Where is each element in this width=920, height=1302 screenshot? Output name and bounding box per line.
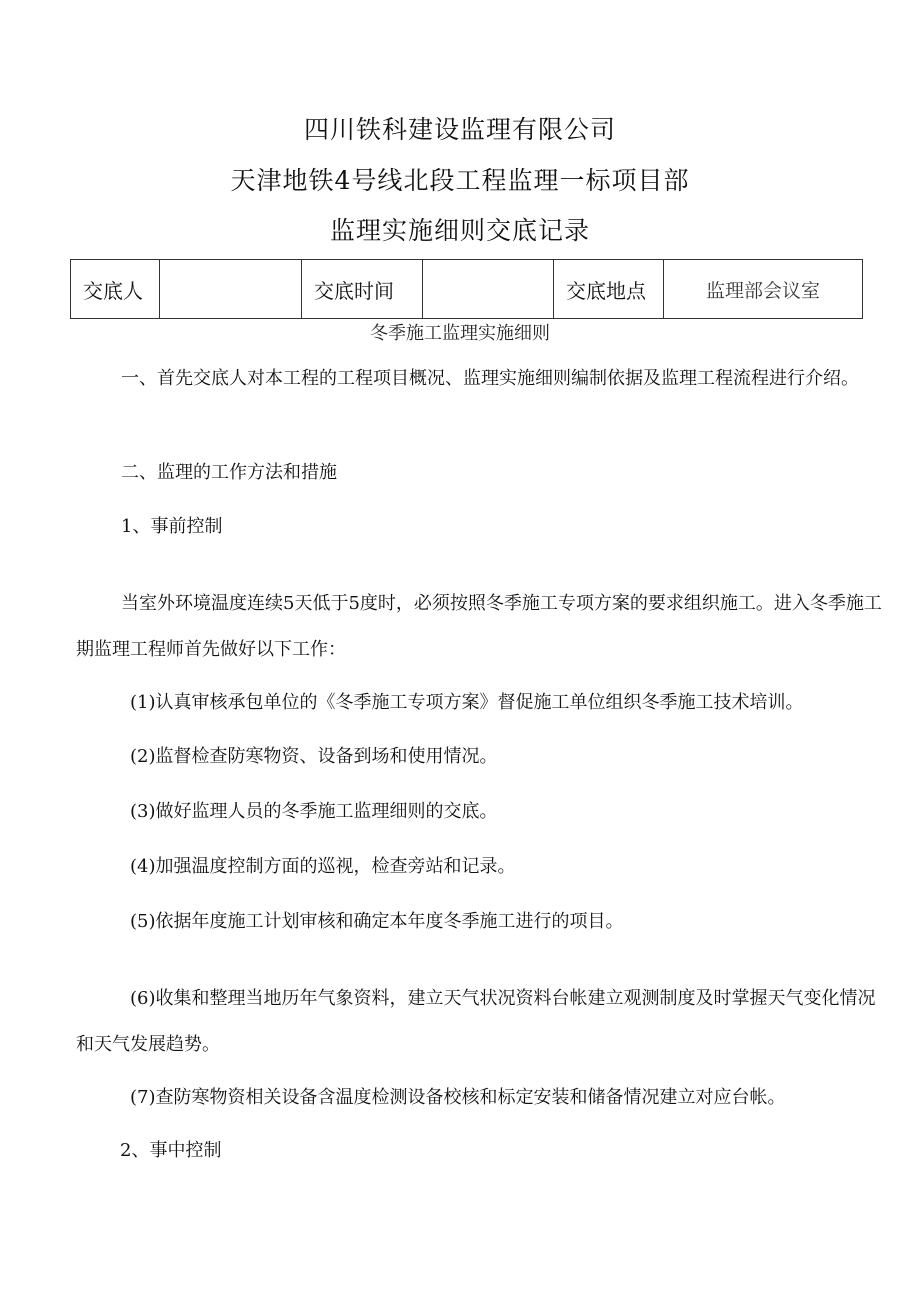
place-value: 监理部会议室 (664, 260, 863, 319)
info-row (71, 260, 863, 319)
company-name: 四川铁科建设监理有限公司 (303, 115, 616, 144)
list-item: (1)认真审核承包单位的《冬季施工专项方案》督促施工单位组织冬季施工技术培训。 (130, 692, 804, 713)
intro-paragraph: 当室外环境温度连续5天低于5度时，必须按照冬季施工专项方案的要求组织施工。进入冬季施工期监理工程师首先做好以下工作： (76, 593, 882, 660)
info-table (70, 259, 863, 319)
section-2-heading: 二、监理的工作方法和措施 (121, 462, 337, 483)
project-name: 天津地铁4号线北段工程监理一标项目部 (230, 166, 690, 195)
time-label: 交底时间 (302, 260, 423, 319)
list-item: (5)依据年度施工计划审核和确定本年度冬季施工进行的项目。 (130, 911, 624, 932)
list-item: (3)做好监理人员的冬季施工监理细则的交底。 (130, 801, 498, 822)
list-item: (4)加强温度控制方面的巡视，检查旁站和记录。 (130, 856, 516, 877)
list-item: (2)监督检查防寒物资、设备到场和使用情况。 (130, 746, 498, 767)
time-value (423, 260, 554, 319)
subsection-1-heading: 1、事前控制 (121, 516, 223, 537)
presenter-label: 交底人 (71, 260, 160, 319)
subsection-2-heading: 2、事中控制 (120, 1140, 222, 1161)
document-subtitle: 冬季施工监理实施细则 (370, 323, 550, 344)
place-label: 交底地点 (554, 260, 664, 319)
record-title: 监理实施细则交底记录 (329, 216, 590, 245)
list-item: (7)查防寒物资相关设备含温度检测设备校核和标定安装和储备情况建立对应台帐。 (130, 1087, 786, 1108)
list-item: (6)收集和整理当地历年气象资料，建立天气状况资料台帐建立观测制度及时掌握天气变化情况和天气发展趋势。 (76, 988, 876, 1055)
section-1-paragraph: 一、首先交底人对本工程的工程项目概况、监理实施细则编制依据及监理工程流程进行介绍。 (121, 368, 859, 389)
presenter-value (160, 260, 302, 319)
